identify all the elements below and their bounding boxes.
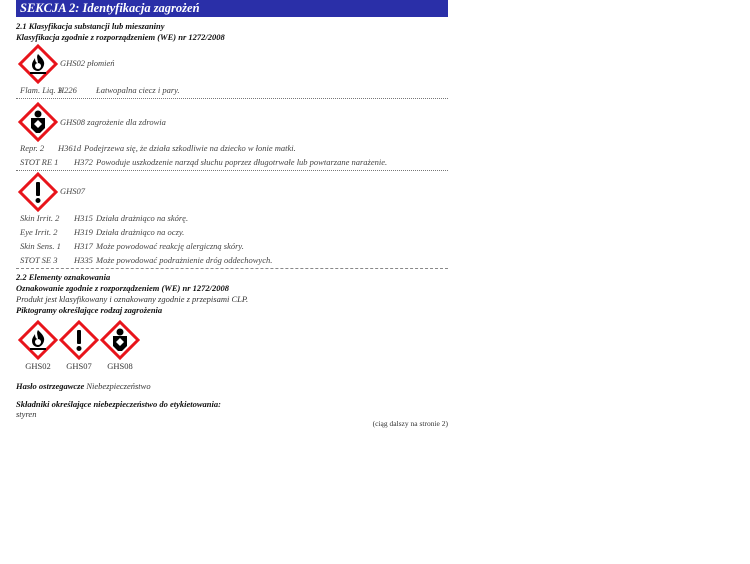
hazard-text: Podejrzewa się, że działa szkodliwie na dziecko w łonie matki. [84, 143, 296, 153]
hazard-class: Eye Irrit. 2 [20, 227, 58, 237]
hazard-code: H226 [58, 85, 77, 95]
hazard-text: Może powodować reakcję alergiczną skóry. [96, 241, 244, 251]
hazard-row [16, 85, 448, 97]
ghs02-label: GHS02 płomień [60, 58, 115, 68]
signal-word-label: Hasło ostrzegawcze [16, 381, 85, 391]
divider [16, 170, 448, 171]
hazard-code: H317 [74, 241, 93, 251]
health-hazard-icon [18, 102, 58, 142]
hazard-code: H372 [74, 157, 93, 167]
hazard-class: STOT SE 3 [20, 255, 58, 265]
flame-icon [18, 320, 58, 360]
hazard-class: Flam. Liq. 3 [20, 85, 63, 95]
health-hazard-icon [100, 320, 140, 360]
component-name: styren [16, 409, 37, 419]
hazard-text: Działa drażniąco na oczy. [96, 227, 185, 237]
pictograms-heading: Piktogramy określające rodzaj zagrożenia [16, 305, 163, 315]
classification-subheading: Klasyfikacja zgodnie z rozporządzeniem (WE) nr 1272/2008 [16, 32, 225, 42]
hazard-class: STOT RE 1 [20, 157, 59, 167]
hazard-class: Skin Sens. 1 [20, 241, 61, 251]
section-2-2-heading: 2.2 Elementy oznakowania [16, 272, 111, 282]
hazard-class: Skin Irrit. 2 [20, 213, 60, 223]
hazard-text: Działa drażniąco na skórę. [96, 213, 189, 223]
hazard-row [16, 213, 448, 225]
hazard-class: Repr. 2 [20, 143, 45, 153]
section-2-1-heading: 2.1 Klasyfikacja substancji lub mieszaniny [16, 21, 165, 31]
hazard-text: Powoduje uszkodzenie narząd słuchu poprzez długotrwałe lub powtarzane narażenie. [96, 157, 388, 167]
hazard-code: H315 [74, 213, 93, 223]
hazard-row [16, 143, 448, 155]
hazard-row [16, 157, 448, 169]
hazard-code: H361d [58, 143, 82, 153]
pictogram-label: GHS07 [66, 361, 92, 371]
hazard-row [16, 255, 448, 267]
hazard-text: Łatwopalna ciecz i pary. [96, 85, 180, 95]
ghs07-label: GHS07 [60, 186, 86, 196]
signal-word: Niebezpieczeństwo [86, 381, 151, 391]
pictogram-label: GHS02 [25, 361, 51, 371]
pictogram-label: GHS08 [107, 361, 133, 371]
hazard-code: H335 [74, 255, 93, 265]
flame-icon [18, 44, 58, 84]
ghs08-label: GHS08 zagrożenie dla zdrowia [60, 117, 166, 127]
hazard-text: Może powodować podrażnienie dróg oddechowych. [96, 255, 273, 265]
continuation-note: (ciąg dalszy na stronie 2) [372, 419, 448, 428]
hazard-row [16, 227, 448, 239]
signal-word-line [16, 381, 151, 391]
labelling-subheading: Oznakowanie zgodnie z rozporządzeniem (WE) nr 1272/2008 [16, 283, 230, 293]
components-heading: Składniki określające niebezpieczeństwo do etykietowania: [16, 399, 221, 409]
divider [16, 98, 448, 99]
section-divider [16, 268, 448, 269]
safety-data-sheet [16, 0, 448, 428]
clp-note: Produkt jest klasyfikowany i oznakowany zgodnie z przepisami CLP. [16, 294, 249, 304]
exclamation-icon [18, 172, 58, 212]
section-title: SEKCJA 2: Identyfikacja zagrożeń [16, 0, 448, 17]
exclamation-icon [59, 320, 99, 360]
hazard-code: H319 [74, 227, 93, 237]
hazard-row [16, 241, 448, 253]
